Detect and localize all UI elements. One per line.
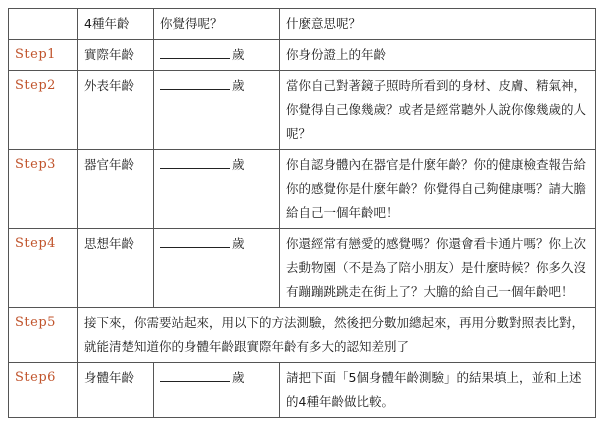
age-answer bbox=[154, 71, 280, 150]
age-answer bbox=[154, 229, 280, 308]
table-row-step3 bbox=[9, 150, 596, 229]
table-row-step1 bbox=[9, 40, 596, 71]
age-answer bbox=[154, 40, 280, 71]
age-description: 你身份證上的年齡 bbox=[280, 40, 596, 71]
age-description: 當你自己對著鏡子照時所看到的身材、皮膚、精氣神，你覺得自己像幾歲？或者是經常聽外人說你像幾歲的人呢？ bbox=[280, 71, 596, 150]
table-row-step6 bbox=[9, 363, 596, 418]
age-description: 你自認身體內在器官是什麼年齡？你的健康檢查報告給你的感覺你是什麼年齡？你覺得自己夠健康嗎？請大膽給自己一個年齡吧！ bbox=[280, 150, 596, 229]
age-description: 你還經常有戀愛的感覺嗎？你還會看卡通片嗎？你上次去動物園（不是為了陪小朋友）是什麼時候？你多久沒有蹦蹦跳跳走在街上了？大膽的給自己一個年齡吧！ bbox=[280, 229, 596, 308]
step-label: Step3 bbox=[9, 150, 78, 229]
step-label: Step1 bbox=[9, 40, 78, 71]
table-row-step4 bbox=[9, 229, 596, 308]
header-col1 bbox=[9, 9, 78, 40]
step-label: Step2 bbox=[9, 71, 78, 150]
age-answer bbox=[154, 363, 280, 418]
age-description: 請把下面「5個身體年齡測驗」的結果填上，並和上述的4種年齡做比較。 bbox=[280, 363, 596, 418]
header-row bbox=[9, 9, 596, 40]
header-col2: 4種年齡 bbox=[78, 9, 154, 40]
step-label: Step4 bbox=[9, 229, 78, 308]
step-label: Step6 bbox=[9, 363, 78, 418]
header-col4: 什麼意思呢？ bbox=[280, 9, 596, 40]
answer-blank bbox=[160, 367, 230, 382]
table-row-step5 bbox=[9, 308, 596, 363]
age-answer bbox=[154, 150, 280, 229]
age-type: 器官年齡 bbox=[78, 150, 154, 229]
instruction-note: 接下來，你需要站起來，用以下的方法測驗，然後把分數加總起來，再用分數對照表比對，就能清楚知道你的身體年齡跟實際年齡有多大的認知差別了 bbox=[78, 308, 596, 363]
age-type: 外表年齡 bbox=[78, 71, 154, 150]
answer-blank bbox=[160, 233, 230, 248]
age-unit: 歲 bbox=[232, 370, 245, 385]
step-label: Step5 bbox=[9, 308, 78, 363]
age-unit: 歲 bbox=[232, 236, 245, 251]
age-type: 身體年齡 bbox=[78, 363, 154, 418]
answer-blank bbox=[160, 44, 230, 59]
answer-blank bbox=[160, 154, 230, 169]
answer-blank bbox=[160, 75, 230, 90]
age-table bbox=[8, 8, 596, 418]
header-col3: 你覺得呢？ bbox=[154, 9, 280, 40]
age-type: 實際年齡 bbox=[78, 40, 154, 71]
age-type: 思想年齡 bbox=[78, 229, 154, 308]
table-row-step2 bbox=[9, 71, 596, 150]
age-unit: 歲 bbox=[232, 157, 245, 172]
age-unit: 歲 bbox=[232, 78, 245, 93]
age-unit: 歲 bbox=[232, 47, 245, 62]
